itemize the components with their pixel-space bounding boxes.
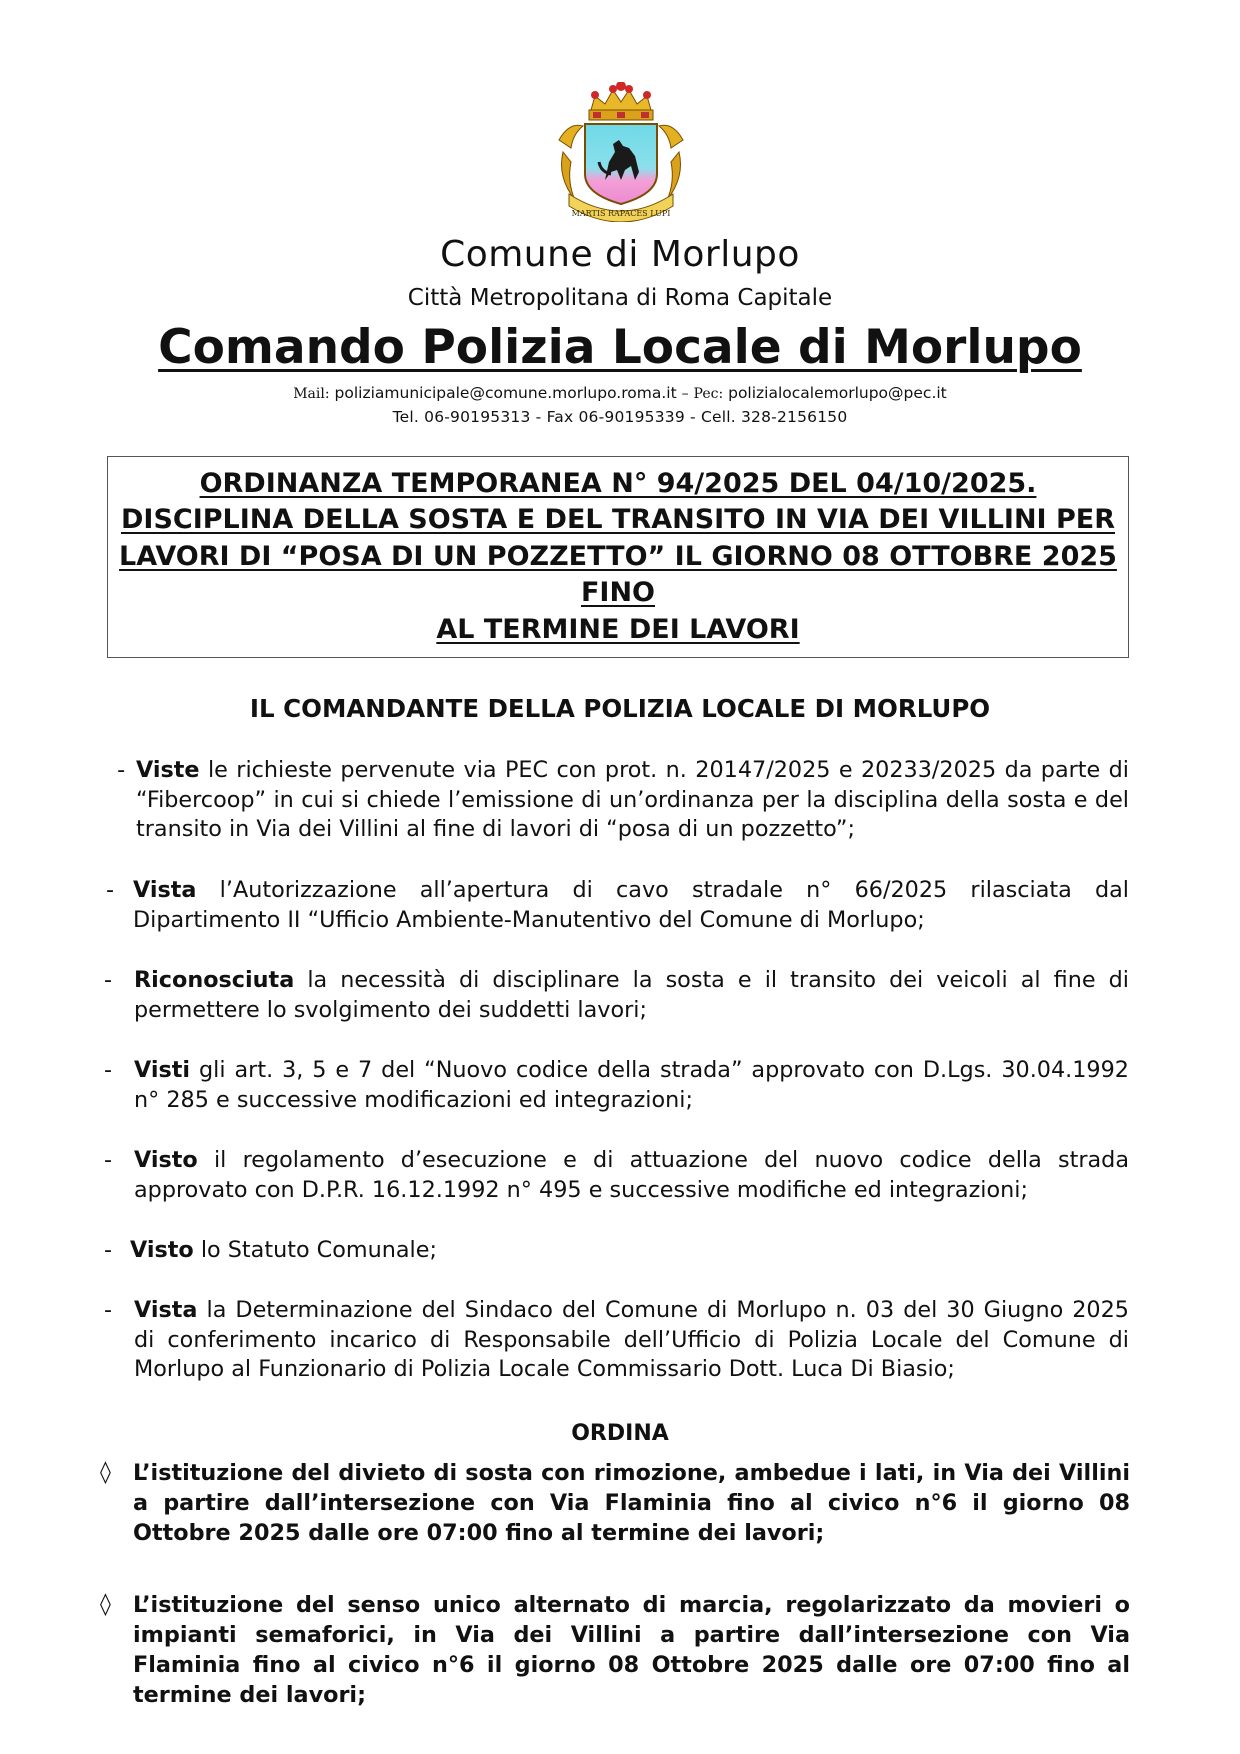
- premise-text: le richieste pervenute via PEC con prot. n. 20147/2025 e 20233/2025 da parte di “Fibercoop” in cui si chiede l’emissione di un’ordinanza per la disciplina della sosta e del transito in Via dei Villini al fine di lavori di “posa di un pozzetto”;: [136, 757, 1129, 842]
- pec-label: Pec:: [693, 386, 724, 402]
- premise-item: [104, 966, 1129, 1025]
- title-line: ORDINANZA TEMPORANEA N° 94/2025 DEL 04/10/2025.: [199, 467, 1037, 499]
- municipality-name: Comune di Morlupo: [440, 234, 800, 275]
- premise-item: [104, 1236, 1129, 1266]
- diamond-bullet-icon: ◊: [100, 1460, 111, 1485]
- premise-dash: -: [104, 1057, 120, 1083]
- premise-text: l’Autorizzazione all’apertura di cavo stradale n° 66/2025 rilasciata dal Dipartimento II “Ufficio Ambiente-Manutentivo del Comune di Morlupo;: [133, 877, 1129, 933]
- premise-dash: -: [104, 1237, 120, 1263]
- premise-dash: -: [110, 757, 133, 783]
- premise-item: [104, 1056, 1129, 1115]
- emblem-motto-text: MARTIS RAPACES LUPI: [571, 209, 671, 218]
- premise-text: gli art. 3, 5 e 7 del “Nuovo codice della strada” approvato con D.Lgs. 30.04.1992 n° 285 e successive modificazioni ed integrazioni;: [134, 1057, 1129, 1113]
- title-line: LAVORI DI “POSA DI UN POZZETTO” IL GIORNO 08 OTTOBRE 2025 FINO: [119, 540, 1117, 609]
- premise-item: [104, 1296, 1129, 1385]
- premise-keyword: Vista: [133, 877, 197, 903]
- premise-keyword: Visto: [134, 1147, 198, 1173]
- ordinance-title: [118, 466, 1118, 649]
- order-text: L’istituzione del senso unico alternato di marcia, regolarizzato da movieri o impianti semaforici, in Via dei Villini a partire dall’intersezione con Via Flaminia fino al civico n°6 il giorno 08 Ottobre 2025 dalle ore 07:00 fino al termine dei lavori;: [133, 1592, 1130, 1708]
- premise-item: [110, 756, 1129, 845]
- premise-dash: -: [106, 877, 122, 903]
- mail-label: Mail:: [293, 386, 330, 402]
- mail-address: poliziamunicipale@comune.morlupo.roma.it: [334, 384, 677, 402]
- premise-keyword: Visti: [134, 1057, 191, 1083]
- premise-text: il regolamento d’esecuzione e di attuazione del nuovo codice della strada approvato con D.P.R. 16.12.1992 n° 495 e successive modifiche ed integrazioni;: [134, 1147, 1129, 1203]
- premise-text: la necessità di disciplinare la sosta e il transito dei veicoli al fine di permettere lo svolgimento dei suddetti lavori;: [134, 967, 1129, 1023]
- authority-heading: IL COMANDANTE DELLA POLIZIA LOCALE DI MORLUPO: [249, 694, 991, 723]
- coat-of-arms-emblem: [555, 82, 687, 222]
- phone-fax-line: Tel. 06-90195313 - Fax 06-90195339 - Cell. 328-2156150: [392, 408, 848, 426]
- order-item: [100, 1458, 1130, 1548]
- premise-keyword: Visto: [130, 1237, 194, 1263]
- premise-dash: -: [104, 967, 120, 993]
- ordina-heading: ORDINA: [571, 1421, 669, 1446]
- contact-email-line: [0, 383, 1240, 404]
- premise-keyword: Riconosciuta: [134, 967, 295, 993]
- premise-item: [104, 1146, 1129, 1205]
- diamond-bullet-icon: ◊: [100, 1592, 111, 1617]
- premise-keyword: Viste: [136, 757, 200, 783]
- premise-item: [106, 876, 1129, 935]
- metropolitan-city: Città Metropolitana di Roma Capitale: [407, 285, 833, 311]
- premise-text: la Determinazione del Sindaco del Comune di Morlupo n. 03 del 30 Giugno 2025 di conferimento incarico di Responsabile dell’Ufficio di Polizia Locale del Comune di Morlupo al Funzionario di Polizia Locale Commissario Dott. Luca Di Biasio;: [134, 1297, 1129, 1382]
- title-line: DISCIPLINA DELLA SOSTA E DEL TRANSITO IN VIA DEI VILLINI PER: [120, 504, 1116, 536]
- title-line: AL TERMINE DEI LAVORI: [436, 613, 800, 645]
- ordinance-title-box: [107, 456, 1129, 658]
- premise-keyword: Vista: [134, 1297, 198, 1323]
- premise-dash: -: [104, 1147, 120, 1173]
- command-name-heading: Comando Polizia Locale di Morlupo: [158, 320, 1082, 375]
- premise-dash: -: [104, 1297, 120, 1323]
- pec-address: polizialocalemorlupo@pec.it: [728, 384, 947, 402]
- order-text: L’istituzione del divieto di sosta con rimozione, ambedue i lati, in Via dei Villini a partire dall’intersezione con Via Flaminia fino al civico n°6 il giorno 08 Ottobre 2025 dalle ore 07:00 fino al termine dei lavori;: [133, 1460, 1130, 1546]
- order-item: [100, 1590, 1130, 1710]
- pec-separator: –: [681, 386, 689, 402]
- premise-text: lo Statuto Comunale;: [193, 1237, 437, 1263]
